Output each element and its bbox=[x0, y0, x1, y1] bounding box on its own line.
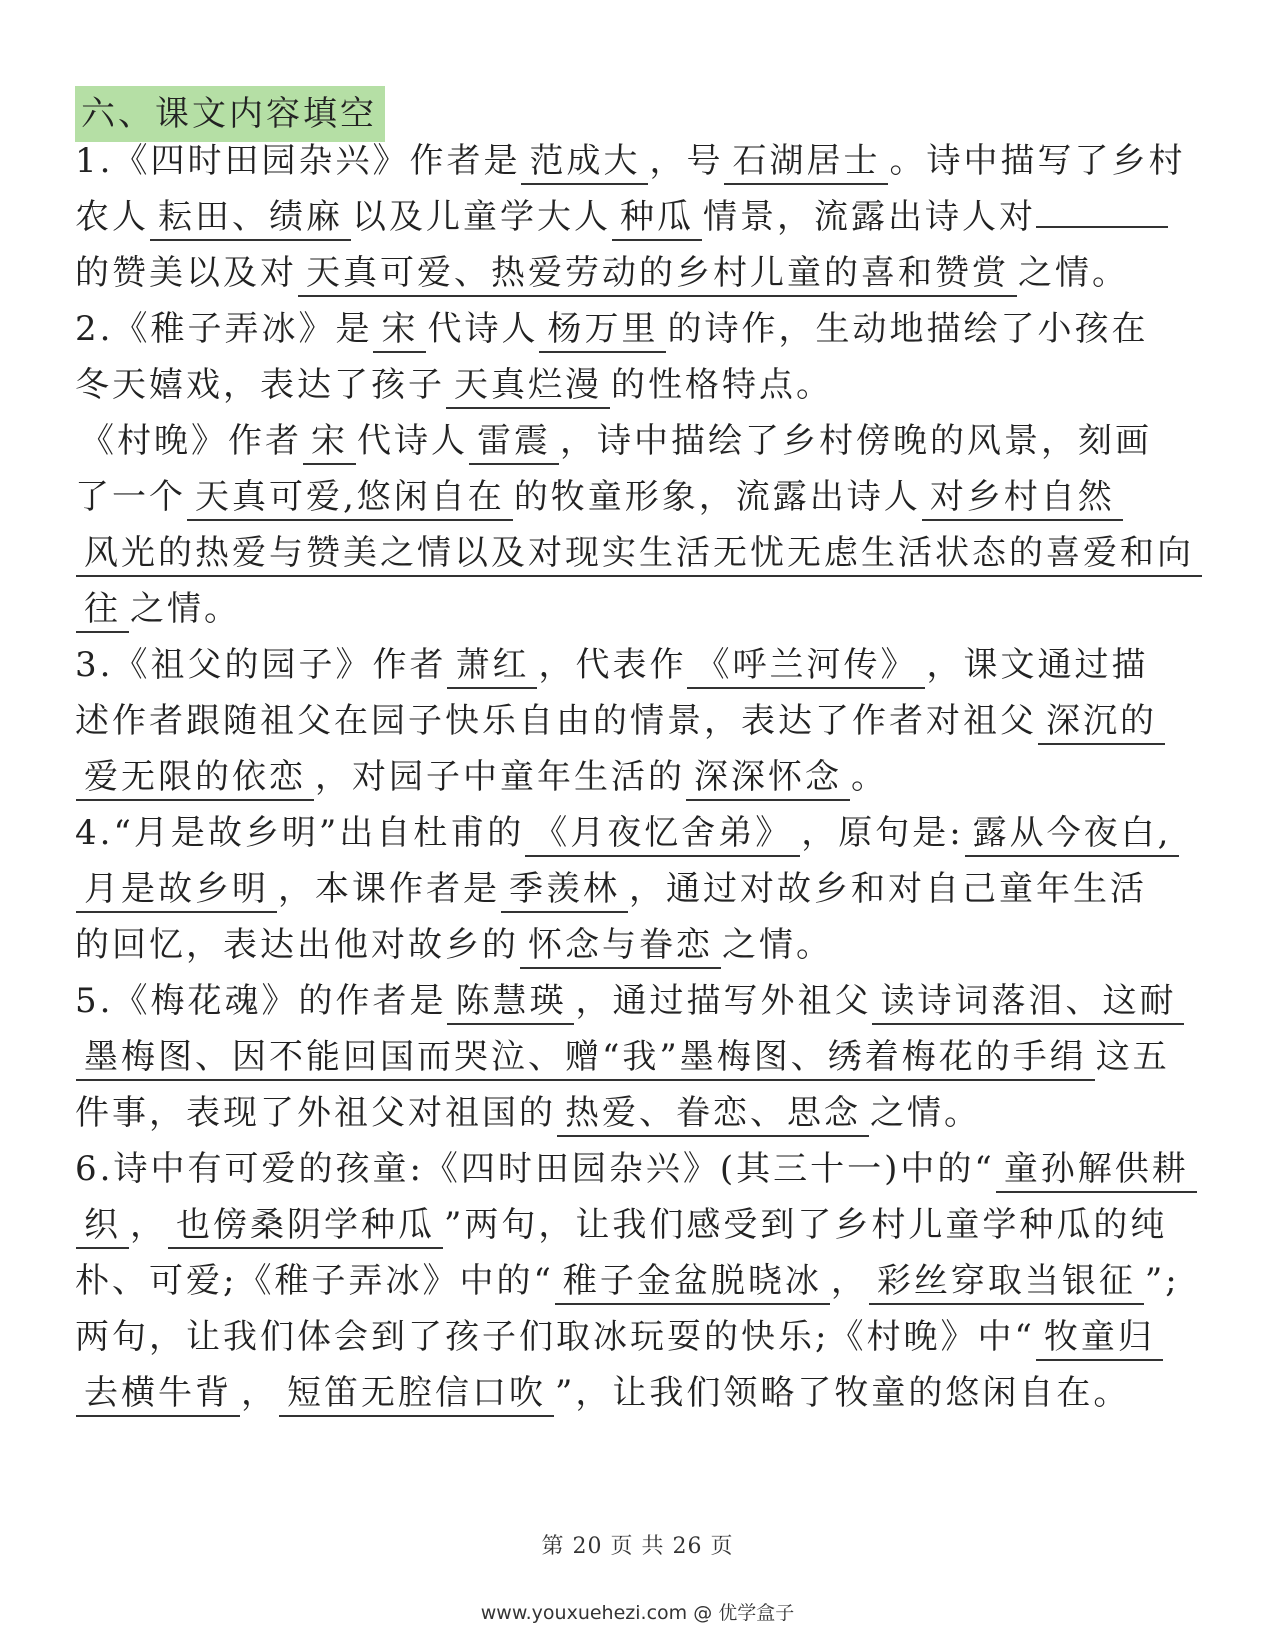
q4-text: 4.“月是故乡明”出自杜甫的 bbox=[75, 813, 525, 853]
q3-text: 述作者跟随祖父在园子快乐自由的情景，表达了作者对祖父 bbox=[75, 701, 1037, 741]
q2-text: 代诗人 bbox=[357, 421, 468, 461]
q6-answer-verse-1a: 童孙解供耕 bbox=[996, 1147, 1197, 1193]
q2-answer-image: 天真可爱,悠闲自在 bbox=[187, 475, 513, 521]
q2-line-5 bbox=[75, 524, 1205, 582]
q3-answer-work: 《呼兰河传》 bbox=[687, 643, 925, 689]
q3-answer-author: 萧红 bbox=[447, 643, 537, 689]
q1-answer-children-work: 种瓜 bbox=[612, 195, 702, 241]
q2-line-2 bbox=[75, 356, 1205, 414]
q6-text: ”; bbox=[1144, 1261, 1180, 1301]
q2-answer-dynasty: 宋 bbox=[373, 307, 426, 353]
q6-text: ， bbox=[241, 1373, 278, 1413]
q6-text: ”，让我们领略了牧童的悠闲自在。 bbox=[555, 1373, 1131, 1413]
q5-answer-author: 陈慧瑛 bbox=[447, 979, 574, 1025]
q6-answer-verse-2a: 稚子金盆脱晓冰 bbox=[555, 1259, 830, 1305]
q2-text: 了一个 bbox=[75, 477, 186, 517]
q4-line-1 bbox=[75, 804, 1205, 862]
q5-answer-feeling: 热爱、眷恋、思念 bbox=[557, 1091, 869, 1137]
q3-text: 3.《祖父的园子》作者 bbox=[75, 645, 447, 685]
q2-line-4 bbox=[75, 468, 1205, 526]
q4-text: ，原句是: bbox=[801, 813, 964, 853]
q1-line-3 bbox=[75, 244, 1205, 302]
q6-line-5 bbox=[75, 1364, 1205, 1422]
q4-line-2 bbox=[75, 860, 1205, 918]
q6-answer-verse-1b: 也傍桑阴学种瓜 bbox=[168, 1203, 443, 1249]
q3-text: ，对园子中童年生活的 bbox=[315, 757, 685, 797]
q2-text: ，诗中描绘了乡村傍晚的风景，刻画 bbox=[560, 421, 1152, 461]
q1-line-2 bbox=[75, 188, 1205, 246]
q6-text: 朴、可爱;《稚子弄冰》中的“ bbox=[75, 1261, 554, 1301]
q2-text: 2.《稚子弄冰》是 bbox=[75, 309, 373, 349]
site-watermark: www.youxuehezi.com @ 优学盒子 bbox=[480, 1602, 795, 1624]
q2-text: 代诗人 bbox=[427, 309, 539, 349]
q1-answer-author: 范成大 bbox=[521, 139, 648, 185]
q2-text: 的诗作，生动地描绘了小孩在 bbox=[667, 309, 1149, 349]
q6-text: ， bbox=[130, 1205, 167, 1245]
q6-line-3 bbox=[75, 1252, 1205, 1310]
q6-line-2 bbox=[75, 1196, 1205, 1254]
q2-text: 冬天嬉戏，表达了孩子 bbox=[75, 365, 445, 405]
q6-line-4 bbox=[75, 1308, 1205, 1366]
q6-text: ”两句，让我们感受到了乡村儿童学种瓜的纯 bbox=[444, 1205, 1168, 1245]
q1-answer-alias: 石湖居士 bbox=[724, 139, 888, 185]
q1-empty-blank[interactable] bbox=[1036, 188, 1168, 228]
q4-text: 之情。 bbox=[722, 925, 833, 965]
q1-text: 农人 bbox=[75, 197, 149, 237]
q3-text: ，代表作 bbox=[538, 645, 687, 685]
q2-line-6 bbox=[75, 580, 1205, 638]
q2-line-1 bbox=[75, 300, 1205, 358]
q1-line-1 bbox=[75, 132, 1205, 190]
q6-answer-verse-1a-end: 织 bbox=[76, 1203, 129, 1249]
q2-answer-poet: 杨万里 bbox=[539, 307, 666, 353]
page-number: 第 20 页 共 26 页 bbox=[541, 1534, 734, 1559]
q1-text: 以及儿童学大人 bbox=[352, 197, 611, 237]
q4-answer-poem: 《月夜忆舍弟》 bbox=[525, 811, 800, 857]
q5-line-1 bbox=[75, 972, 1205, 1030]
q2-line-3 bbox=[80, 412, 1210, 470]
q3-line-3 bbox=[75, 748, 1205, 806]
q2-text: 的牧童形象，流露出诗人 bbox=[513, 477, 921, 517]
q5-line-3 bbox=[75, 1084, 1205, 1142]
q4-answer-author: 季羡林 bbox=[501, 867, 628, 913]
q4-text: ，通过对故乡和对自己童年生活 bbox=[629, 869, 1147, 909]
q6-line-1 bbox=[75, 1140, 1205, 1198]
q5-text: ，通过描写外祖父 bbox=[575, 981, 872, 1021]
q5-text: 之情。 bbox=[870, 1093, 981, 1133]
q3-line-1 bbox=[75, 636, 1205, 694]
q4-answer-line: 露从今夜白, bbox=[965, 811, 1180, 857]
q5-text: 件事，表现了外祖父对祖国的 bbox=[75, 1093, 556, 1133]
q2-answer-feeling-cont: 风光的热爱与赞美之情以及对现实生活无忧无虑生活状态的喜爱和向 bbox=[76, 531, 1202, 577]
q3-answer-love-cont: 爱无限的依恋 bbox=[76, 755, 314, 801]
q2-answer-poet-2: 雷震 bbox=[469, 419, 559, 465]
q6-answer-verse-3b: 短笛无腔信口吹 bbox=[279, 1371, 554, 1417]
q2-text: 《村晚》作者 bbox=[80, 421, 302, 461]
q3-text: 。 bbox=[851, 757, 888, 797]
q4-text: ，本课作者是 bbox=[278, 869, 500, 909]
q5-answer-events: 读诗词落泪、这耐 bbox=[872, 979, 1184, 1025]
q6-text: ， bbox=[830, 1261, 868, 1301]
q6-text: 两句，让我们体会到了孩子们取冰玩耍的快乐;《村晚》中“ bbox=[75, 1317, 1035, 1357]
q4-answer-line-cont: 月是故乡明 bbox=[76, 867, 277, 913]
q2-answer-feeling-end: 往 bbox=[76, 587, 129, 633]
q6-text: 6.诗中有可爱的孩童:《四时田园杂兴》(其三十一)中的“ bbox=[75, 1149, 995, 1189]
q3-answer-nostalgia: 深深怀念 bbox=[686, 755, 850, 801]
q3-text: ，课文通过描 bbox=[926, 645, 1149, 685]
q3-line-2 bbox=[75, 692, 1205, 750]
q1-text: 情景，流露出诗人对 bbox=[703, 197, 1036, 237]
q4-line-3 bbox=[75, 916, 1205, 974]
q1-text: 的赞美以及对 bbox=[75, 253, 297, 293]
q1-text: 。诗中描写了乡村 bbox=[889, 141, 1186, 181]
q1-answer-farm-work: 耘田、绩麻 bbox=[150, 195, 351, 241]
q1-text: ，号 bbox=[649, 141, 724, 181]
q2-answer-dynasty-2: 宋 bbox=[303, 419, 356, 465]
q1-text: 之情。 bbox=[1018, 253, 1129, 293]
q2-text: 的性格特点。 bbox=[611, 365, 833, 405]
q5-line-2 bbox=[75, 1028, 1205, 1086]
q6-answer-verse-3a-end: 去横牛背 bbox=[76, 1371, 240, 1417]
q5-text: 5.《梅花魂》的作者是 bbox=[75, 981, 447, 1021]
q6-answer-verse-3a: 牧童归 bbox=[1036, 1315, 1163, 1361]
q2-answer-trait: 天真烂漫 bbox=[446, 363, 610, 409]
q1-text: 1.《四时田园杂兴》作者是 bbox=[75, 141, 521, 181]
q4-answer-feeling: 怀念与眷恋 bbox=[520, 923, 721, 969]
q5-text: 这五 bbox=[1095, 1037, 1170, 1077]
q2-answer-feeling: 对乡村自然 bbox=[922, 475, 1123, 521]
q6-answer-verse-2b: 彩丝穿取当银征 bbox=[869, 1259, 1144, 1305]
q1-answer-feeling: 天真可爱、热爱劳动的乡村儿童的喜和赞赏 bbox=[298, 251, 1017, 297]
q5-answer-events-cont: 墨梅图、因不能回国而哭泣、赠“我”墨梅图、绣着梅花的手绢 bbox=[76, 1035, 1095, 1081]
section-heading: 六、课文内容填空 bbox=[75, 86, 385, 142]
q4-text: 的回忆，表达出他对故乡的 bbox=[75, 925, 519, 965]
q3-answer-love: 深沉的 bbox=[1038, 699, 1165, 745]
q2-text: 之情。 bbox=[130, 589, 241, 629]
